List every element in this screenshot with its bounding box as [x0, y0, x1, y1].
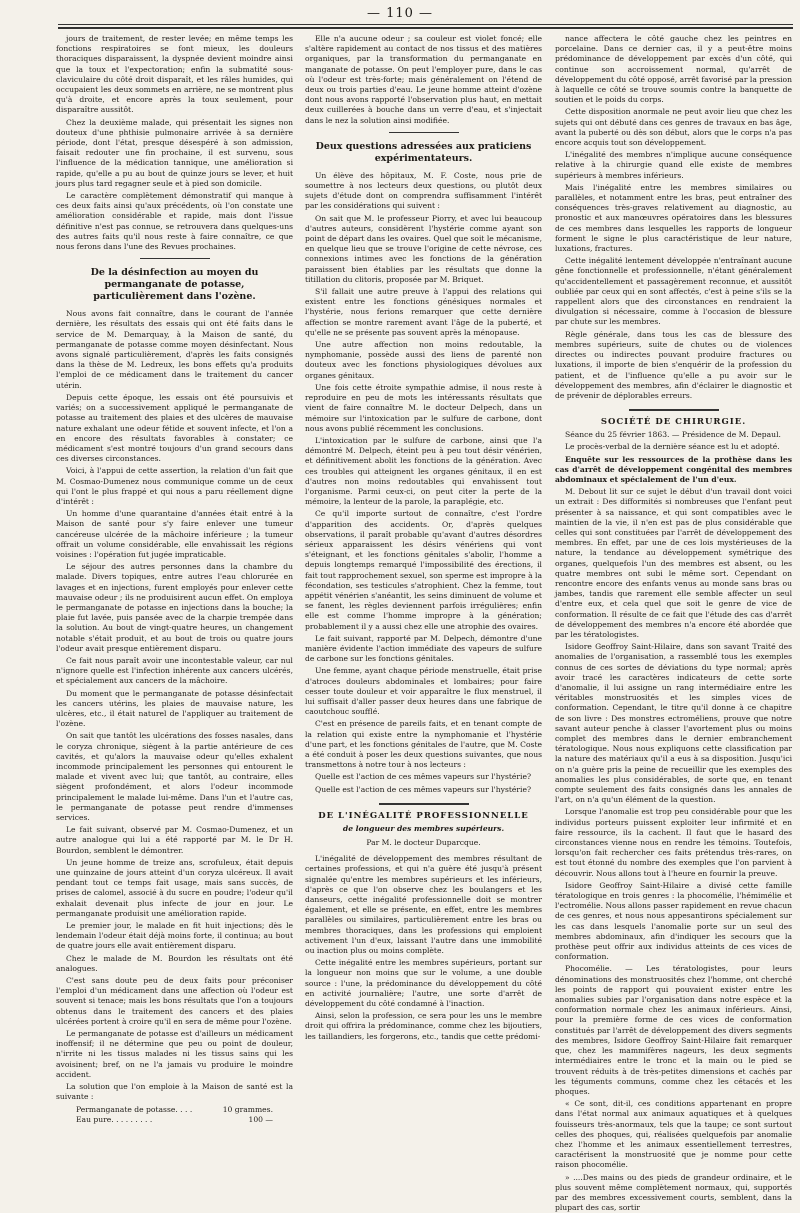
paragraph: Lorsque l'anomalie est trop peu considérable pour que les individus porteurs puissent exploiter leur infirmité et en faire ressource, ils la cachent. Il faut que le hasard des circonstances vienne nous en rendre les témoins. Toutefois, lorsqu'on fait rechercher ces faits prétendus très-rares, on est tout étonné du nombre des exemples que l'on parvient à découvrir. Nous allons tout à l'heure en fournir la preuve.	[555, 807, 792, 878]
recipe-amount: 10 grammes.	[222, 1104, 273, 1114]
paragraph: Un homme d'une quarantaine d'années était entré à la Maison de santé pour s'y faire enlever une tumeur cancéreuse ulcérée de la mâchoire inférieure ; la tumeur offrait un volume considérable, elle envahissait les régions voisines : l'opération fut jugée impraticable.	[56, 509, 293, 559]
paragraph: » ....Des mains ou des pieds de grandeur ordinaire, et le plus souvent même complètement normaux, qui, supportés par des membres excessivement courts, semblent, dans la plupart des cas, sortir	[555, 1172, 792, 1213]
paragraph: Une fois cette étroite sympathie admise, il nous reste à reproduire en peu de mots les intéressants résultats que vient de faire connaître M. le docteur Delpech, dans un mémoire sur l'intoxication par le sulfure de carbone, dont nous avons publié récemment les conclusions.	[305, 382, 542, 433]
paragraph: Chez le malade de M. Bourdon les résultats ont été analogues.	[56, 953, 293, 973]
section-separator	[629, 409, 719, 411]
recipe-amount: 100 —	[248, 1114, 273, 1124]
recipe-line	[56, 1105, 293, 1115]
paragraph: Le procès-verbal de la dernière séance est lu et adopté.	[565, 442, 780, 452]
article-author: Par M. le docteur Duparcque.	[366, 838, 481, 848]
paragraph: Du moment que le permanganate de potasse désinfectait les cancers utérins, les plaies de mauvaise nature, les ulcères, etc., il était naturel de l'appliquer au traitement de l'ozène.	[56, 688, 293, 729]
paragraph: Isidore Geoffroy Saint-Hilaire a divisé cette famille tératologique en trois genres : la phocomélie, l'hémimélie et l'ectromélie. Nous allons passer rapidement en revue chacun de ces genres, et nous nous appesantirons spécialement sur les cas dans lesquels l'anomalie porte sur un seul des membres abdominaux, afin d'indiquer les secours que la prothèse peut offrir aux individus atteints de ces vices de conformation.	[555, 880, 792, 962]
paragraph: Le séjour des autres personnes dans la chambre du malade. Divers topiques, entre autres l'eau chlorurée en lavages et en injections, furent employés pour enlever cette mauvaise odeur ; ils ne produisirent aucun effet. On employa le permanganate de potasse en injections dans la bouche; la plaie fut lavée, puis pansée avec de la charpie trempée dans la solution. Au bout de vingt-quatre heures, un changement notable s'était produit, et au bout de trois ou quatre jours l'odeur avait presque entièrement disparu.	[56, 562, 293, 653]
paragraph: Quelle est l'action de ces mêmes vapeurs sur l'hystérie?	[315, 772, 532, 782]
paragraph: Quelle est l'action de ces mêmes vapeurs sur l'hystérie?	[315, 784, 532, 794]
article-subtitle: de longueur des membres supérieurs.	[342, 823, 505, 833]
paragraph: Nous avons fait connaître, dans le courant de l'année dernière, les résultats des essais qui ont été faits dans le service de M. Demarquay, à la Maison de santé, du permanganate de potasse comme moyen désinfectant. Nous avons signalé particulièrement, d'après les faits consignés dans la thèse de M. Ledreux, les bons effets qu'a produits l'emploi de ce médicament dans le traitement du cancer utérin.	[56, 309, 293, 390]
paragraph: Un jeune homme de treize ans, scrofuleux, était depuis une quinzaine de jours atteint d'un coryza ulcéreux. Il avait pendant tout ce temps fait usage, mais sans succès, de prises de calomel, associé à du sucre en poudre; l'odeur qu'il exhalait devenait plus infecte de jour en jour. Le permanganate produisit une amélioration rapide.	[56, 857, 293, 918]
paragraph: Le permanganate de potasse est d'ailleurs un médicament inoffensif; il ne détermine que peu ou point de douleur, n'irrite ni les tissus malades ni les tissus sains qui les avoisinent; bref, on ne l'a jamais vu produire le moindre accident.	[56, 1029, 293, 1079]
paragraph: Le fait suivant, rapporté par M. Delpech, démontre d'une manière évidente l'action immédiate des vapeurs de sulfure de carbone sur les fonctions génitales.	[305, 633, 542, 664]
paragraph: Depuis cette époque, les essais ont été poursuivis et variés; on a successivement appliqué le permanganate de potasse au traitement des plaies et des ulcères de mauvaise nature exhalant une odeur fétide et souvent infecte, et l'on a en encore des résultats favorables à constater; ce médicament s'est montré toujours d'un grand secours dans ces diverses circonstances.	[56, 392, 293, 464]
subsection-heading: Enquête sur les ressources de la prothèse dans les cas d'arrêt de développement congénital des membres abdominaux et spécialement de l'un d'eux.	[555, 454, 792, 484]
header-rule	[58, 24, 793, 25]
paragraph: C'est en présence de pareils faits, et en tenant compte de la relation qui existe entre la nymphomanie et l'hystérie d'une part, et les fonctions génitales de l'autre, que M. Coste a été conduit à poser les deux questions suivantes, que nous transmettons à notre tour à nos lecteurs :	[305, 719, 542, 770]
paragraph: S'il fallait une autre preuve à l'appui des relations qui existent entre les fonctions génésiques normales et l'hystérie, nous ferions remarquer que cette dernière affection se montre rarement avant l'âge de la puberté, et qu'elle ne se présente pas souvent après la ménopause.	[305, 287, 542, 337]
paragraph: Le fait suivant, observé par M. Cosmao-Dumenez, et un autre analogue qui lui a été rapporté par M. le Dr H. Bourdon, semblent le démontrer.	[56, 825, 293, 855]
column-left	[56, 34, 293, 1169]
paragraph: L'inégalité de développement des membres résultant de certaines professions, et qui n'a guère été jusqu'à présent signalée qu'entre les membres supérieurs et les inférieurs, d'après ce que l'on observe chez les boulangers et les danseurs, cette inégalité professionnelle doit se montrer également, et elle se présente, en effet, entre les membres parallèles ou similaires, particulièrement entre les bras ou membres thoraciques, dans les professions qui emploient activement l'un d'eux, laissant l'autre dans une immobilité ou inaction plus ou moins complète.	[305, 854, 542, 956]
session-info: Séance du 25 février 1863. — Présidence de M. Depaul.	[565, 430, 781, 440]
article-heading: DE L'INÉGALITÉ PROFESSIONNELLE	[318, 810, 529, 821]
paragraph: L'intoxication par le sulfure de carbone, ainsi que l'a démontré M. Delpech, éteint peu à peu tout désir vénérien, et définitivement abolit les fonctions de la génération. Avec ces troubles qui atteignent les organes génitaux, il en est d'autres non moins redoutables qui envahissent tout l'organisme. Parmi ceux-ci, on peut citer la perte de la mémoire, la lenteur de la parole, la paraplégie, etc.	[305, 435, 542, 507]
paragraph: La solution que l'on emploie à la Maison de santé est la suivante :	[56, 1082, 293, 1102]
paragraph: Un élève des hôpitaux, M. F. Coste, nous prie de soumettre à nos lecteurs deux questions, ou plutôt deux sujets d'étude dont on comprendra suffisamment l'intérêt par les considérations qui suivent :	[305, 170, 542, 211]
paragraph: jours de traitement, de rester levée; en même temps les fonctions respiratoires se font mieux, les douleurs thoraciques disparaissent, la dyspnée devient moindre ainsi que la toux et l'expectoration; enfin la submatité sous-claviculaire du côté droit disparaît, et les râles humides, qui occupaient les deux sommets en arrière, ne se montrent plus qu'à droite, et encore après la toux seulement, pour disparaître aussitôt.	[56, 34, 293, 115]
paragraph: On sait que tantôt les ulcérations des fosses nasales, dans le coryza chronique, siègent à la partie antérieure de ces cavités, et qu'alors la mauvaise odeur qu'elles exhalent incommode principalement les personnes qui entourent le malade et vivent avec lui; que tantôt, au contraire, elles siègent profondément, et alors l'odeur incommode principalement le malade lui-même. Dans l'un et l'autre cas, le permanganate de potasse peut rendre d'immenses services.	[56, 731, 293, 823]
paragraph: Une femme, ayant chaque période menstruelle, était prise d'atroces douleurs abdominales et lombaires; pour faire cesser toute douleur et voir apparaître le flux menstruel, il lui suffisait d'aller passer deux heures dans une fabrique de caoutchouc soufflé.	[305, 666, 542, 717]
column-right	[555, 34, 792, 1213]
article-heading: Deux questions adressées aux praticiens expérimentateurs.	[315, 140, 532, 164]
section-separator	[379, 803, 469, 805]
paragraph: Cette inégalité entre les membres supérieurs, portant sur la longueur non moins que sur le volume, a une double source : l'une, la prédominance du développement du côté en activité journalière; l'autre, une sorte d'arrêt de développement du côté condamné à l'inaction.	[305, 958, 542, 1009]
section-separator	[140, 258, 210, 259]
recipe-line	[56, 1115, 293, 1125]
paragraph: Cette disposition anormale ne peut avoir lieu que chez les sujets qui ont débuté dans ces genres de travaux en bas âge, avant la puberté ou dès son début, alors que le corps n'a pas encore acquis tout son développement.	[555, 107, 792, 148]
recipe-ingredient: Eau pure. . . . . . . . .	[76, 1114, 153, 1124]
paragraph: Règle générale, dans tous les cas de blessure des membres supérieurs, suite de chutes ou de violences directes ou indirectes pouvant produire fractures ou luxations, il importe de bien s'enquérir de la profession du patient, et de l'influence qu'elle a pu avoir sur le développement des membres, afin d'éclairer le diagnostic et de prévenir de déplorables erreurs.	[555, 329, 792, 400]
section-heading: SOCIÉTÉ DE CHIRURGIE.	[600, 417, 747, 428]
paragraph: Le premier jour, le malade en fit huit injections; dès le lendemain l'odeur était déjà moins forte, il continua; au bout de quatre jours elle avait entièrement disparu.	[56, 921, 293, 951]
paragraph: Ce fait nous paraît avoir une incontestable valeur, car nul n'ignore quelle est l'infection inhérente aux cancers ulcérés, et spécialement aux cancers de la mâchoire.	[56, 655, 293, 686]
paragraph: Ce qu'il importe surtout de connaître, c'est l'ordre d'apparition des accidents. Or, d'après quelques observations, il paraît probable qu'avant d'autres désordres sérieux apparaissent les désirs vénériens qui vont s'éteignant, et les fonctions génitales s'abolir, l'homme a depuis longtemps remarqué l'impossibilité des érections, il fait tout rapprochement sexuel, son sperme est impropre à la fécondation, ses testicules s'atrophient. Chez la femme, tout appétit vénérien s'anéantit, les seins diminuent de volume et se fanent, les règles deviennent parfois irrégulières; enfin elle est comme l'homme impropre à la génération; probablement il y a aussi chez elle une atrophie des ovaires.	[305, 509, 542, 631]
paragraph: Phocomélie. — Les tératologistes, pour leurs dénominations des monstruosités chez l'homme, ont cherché les points de rapport qui pouvaient exister entre les anomalies subies par l'organisation dans notre espèce et la conformation normale chez les animaux inférieurs. Ainsi, pour la première forme de ces vices de conformation constitués par l'arrêt de développement des divers segments des membres, Isidore Geoffroy Saint-Hilaire fait remarquer que, chez les mammifères nageurs, les deux segments intermédiaires entre le tronc et la main ou le pied se trouvent réduits à de très-petites dimensions et cachés par les téguments communs, comme chez les cétacés et les phoques.	[555, 964, 792, 1096]
paragraph: Chez la deuxième malade, qui présentait les signes non douteux d'une phthisie pulmonaire arrivée à sa dernière période, dont l'état, presque désespéré à son admission, faisait redouter une fin prochaine, il est survenu, sous l'influence de la médication tannique, une amélioration si rapide, qu'elle a pu au bout de quinze jours se lever, et huit jours plus tard regagner seule et à pied son domicile.	[56, 117, 293, 188]
paragraph: Isidore Geoffroy Saint-Hilaire, dans son savant Traité des anomalies de l'organisation, a rassemblé tous les exemples connus de ces sortes de déviations du type normal; après avoir tracé les caractères indicateurs de cette sorte d'anomalie, il lui assigne un rang intermédiaire entre les véritables monstruosités et les simples vices de conformation. Cependant, le titre qu'il donne à ce chapitre de son livre : Des monstres ectroméliens, prouve que notre savant auteur penche à classer l'avortement plus ou moins complet des membres dans le dernier embranchement tératologique. Nous nous expliquons cette classification par la nature des matériaux qu'il a eus à sa disposition. Jusqu'ici on n'a guère pris la peine de recueillir que les exemples des anomalies les plus considérables, de sorte que, en tenant compte seulement des faits consignés dans les annales de l'art, on n'a qu'un élément de la question.	[555, 642, 792, 805]
recipe-ingredient: Permanganate de potasse. . . .	[76, 1104, 193, 1114]
paragraph: « Ce sont, dit-il, ces conditions appartenant en propre dans l'état normal aux animaux aquatiques et à quelques fouisseurs très-anormaux, tels que la taupe; ce sont surtout celles des phoques, qui, réalisées quelquefois par anomalie chez l'homme et les animaux essentiellement terrestres, caractérisent la monstruosité que je nomme pour cette raison phocomélie.	[555, 1099, 792, 1170]
paragraph: C'est sans doute peu de deux faits pour préconiser l'emploi d'un médicament dans une affection où l'odeur est souvent si tenace; mais les bons résultats que l'on a toujours obtenus dans le traitement des cancers et des plaies ulcérées portent à croire qu'il en sera de même pour l'ozène.	[56, 976, 293, 1026]
section-separator	[389, 132, 459, 133]
paragraph: nance affectera le côté gauche chez les peintres en porcelaine. Dans ce dernier cas, il y a peut-être moins prédominance de développement par excès d'un côté, qui continue son accroissement normal, qu'arrêt de développement du côté opposé, arrêt favorisé par la pression à laquelle ce côté se trouve soumis contre la banquette de soutien et le poids du corps.	[555, 34, 792, 105]
article-heading: De la désinfection au moyen du permanganate de potasse, particulièrement dans l'ozène.	[90, 267, 259, 303]
paragraph: Ainsi, selon la profession, ce sera pour les uns le membre droit qui offrira la prédominance, comme chez les bijoutiers, les taillandiers, les forgerons, etc., tandis que cette prédomi-	[305, 1011, 542, 1041]
paragraph: M. Debout lit sur ce sujet le début d'un travail dont voici un extrait : Des difformités si nombreuses que l'enfant peut présenter à sa naissance, et qui sont compatibles avec le maintien de la vie, il n'en est pas de plus considérable que celles qui sont constituées par l'arrêt de développement des membres. En effet, par une de ces lois mystérieuses de la nature, la tendance au développement symétrique des organes, quelquefois l'un des membres est absent, ou les quatre membres ont subi le même sort. Cependant on rencontre encore des enfants venus au monde sans bras ou jambes, tandis que rarement elle semble affecter un seul d'entre eux, et cela quel que soit le genre de vice de conformation. Il résulte de ce fait que l'étude des cas d'arrêt de développement des membres n'a encore été abordée que par les tératologistes.	[555, 487, 792, 639]
paragraph: Voici, à l'appui de cette assertion, la relation d'un fait que M. Cosmao-Dumenez nous communique comme un de ceux qui l'ont le plus frappé et qui nous a paru réellement digne d'intérêt :	[56, 466, 293, 506]
paragraph: Elle n'a aucune odeur ; sa couleur est violet foncé; elle s'altère rapidement au contact de nos tissus et des matières organiques, par la transformation du permanganate en manganate de potasse. On peut l'employer pure, dans le cas où l'odeur est très-forte; mais généralement on l'étend de deux ou trois parties d'eau. Le jeune homme atteint d'ozène dont nous avons rapporté l'observation plus haut, en mettait deux cuillerées à bouche dans un verre d'eau, et s'injectait dans le nez la solution ainsi modifiée.	[305, 34, 542, 125]
paragraph: L'inégalité des membres n'implique aucune conséquence relative à la chirurgie quand elle existe de membres supérieurs à membres inférieurs.	[555, 150, 792, 180]
header-rule-thick	[58, 27, 793, 29]
paragraph: Mais l'inégalité entre les membres similaires ou parallèles, et notamment entre les bras, peut entraîner des conséquences très-graves relativement au diagnostic, au pronostic et aux manœuvres opératoires dans les blessures de ces membres dans lesquelles les rapports de longueur forment le signe le plus caractéristique de leur nature, luxations, fractures.	[555, 182, 792, 254]
column-middle	[305, 34, 542, 1169]
page-number: — 110 —	[366, 6, 434, 21]
paragraph: Une autre affection non moins redoutable, la nymphomanie, possède aussi des liens de parenté non douteux avec les fonctions physiologiques dévolues aux organes génitaux.	[305, 340, 542, 380]
paragraph: On sait que M. le professeur Piorry, et avec lui beaucoup d'autres auteurs, considèrent l'hystérie comme ayant son point de départ dans les ovaires. Quel que soit le mécanisme, en quelque lieu que se trouve l'origine de cette névrose, ces connexions intimes avec les fonctions de la génération paraissent bien établies par les résultats que donne la titillation du clitoris, proposée par M. Briquet.	[305, 213, 542, 284]
paragraph: Le caractère complètement démonstratif qui manque à ces deux faits ainsi qu'aux précédents, où l'on constate une amélioration considérable et rapide, mais dont l'issue définitive n'est pas connue, se retrouvera dans quelques-uns des autres faits qu'il nous reste à faire connaître, ce que nous ferons dans l'une des Revues prochaines.	[56, 191, 293, 252]
paragraph: Cette inégalité lentement développée n'entraînant aucune gêne fonctionnelle et professionnelle, n'étant généralement qu'accidentellement et passagèrement reconnue, et aussitôt oubliée par ceux qui en sont affectés, c'est à peine s'ils se la rappellent alors que des circonstances en rendraient la divulgation si nécessaire, comme à l'occasion de blessure par chute sur les membres.	[555, 256, 792, 327]
